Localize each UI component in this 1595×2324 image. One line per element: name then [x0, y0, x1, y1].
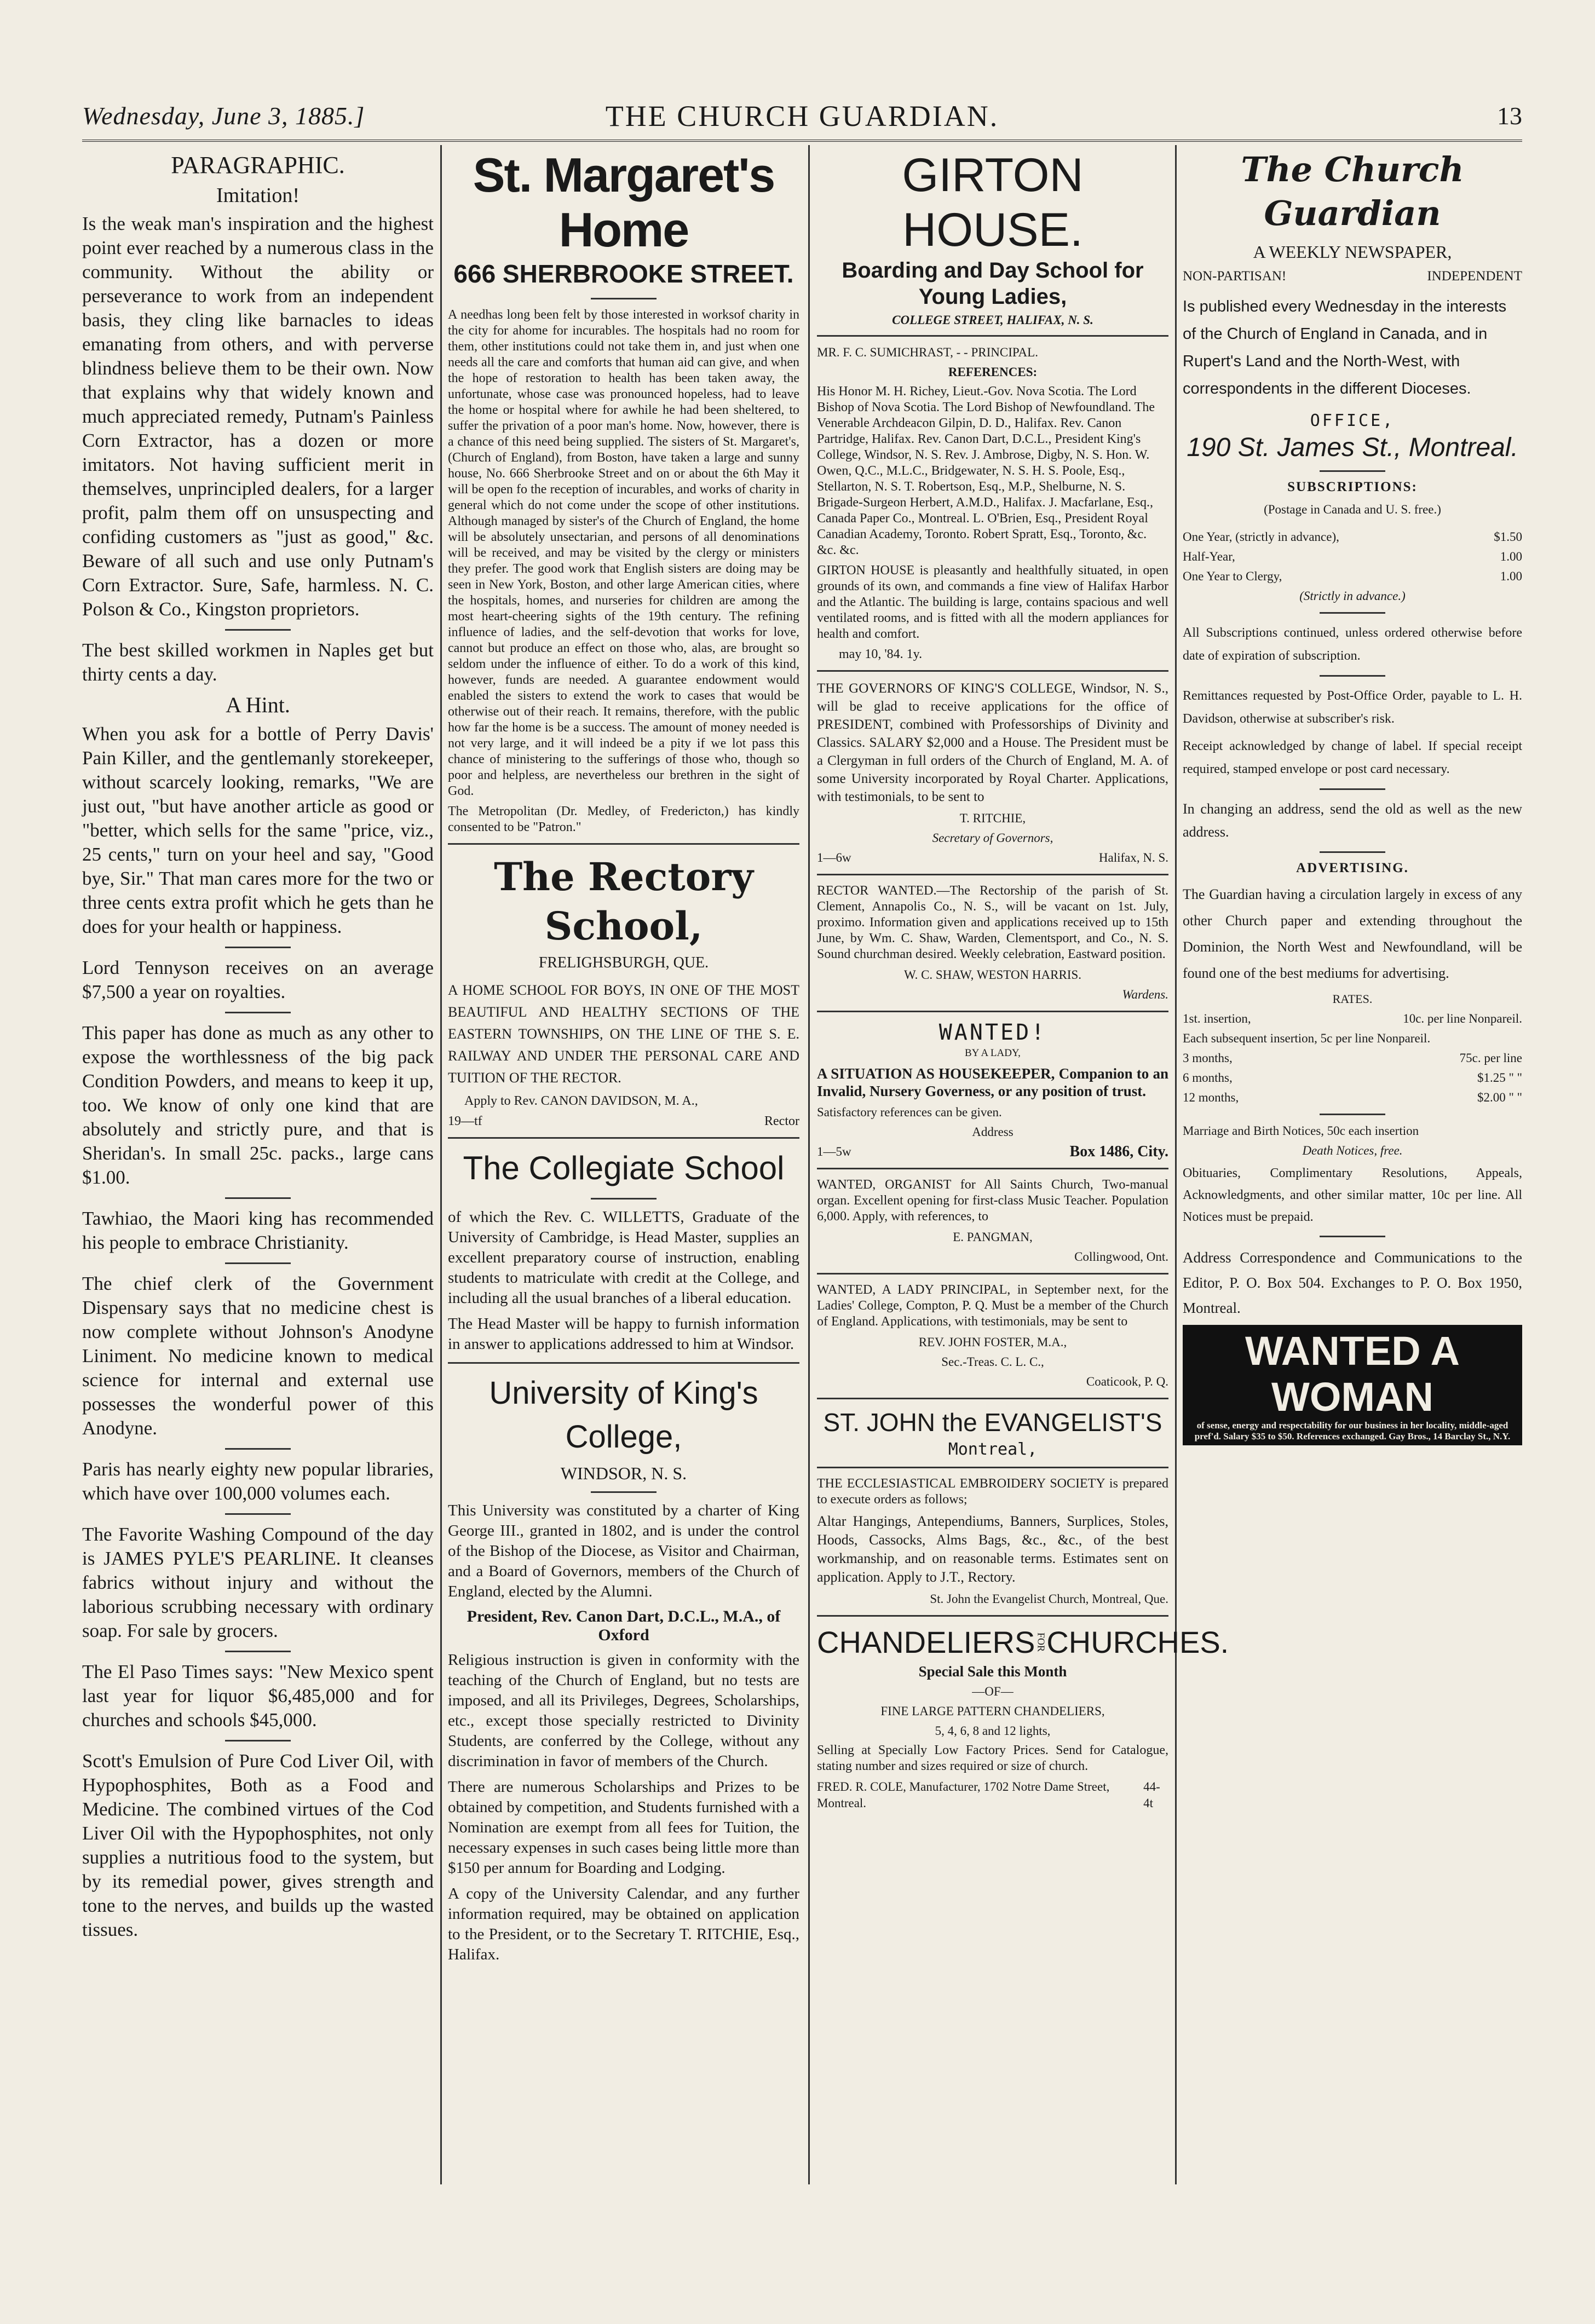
- subscriptions-label: SUBSCRIPTIONS:: [1287, 480, 1418, 494]
- ad-subtitle: WINDSOR, N. S.: [560, 1463, 687, 1483]
- article-text: When you ask for a bottle of Perry Davis' Pain Killer, and the gentlemanly storekeeper, without scarcely looking, remarks, "We are just out, "but have another article as good or "better, which sells for the same "price, viz., 25 cents," turn on your heel and say, "Good bye, Sir." That man cares more for the two or three cents extra profit which he gets than he does for your health or happiness.: [82, 723, 434, 937]
- rate-row: [1183, 1050, 1522, 1066]
- article-text: The best skilled workmen in Naples get but thirty cents a day.: [82, 639, 434, 685]
- ad-footer: [817, 1144, 1168, 1160]
- divider: [225, 629, 291, 631]
- ad-title-mid: FOR: [1035, 1632, 1047, 1652]
- notice-text: Death Notices, free.: [1302, 1144, 1403, 1157]
- ad-text: 5, 4, 6, 8 and 12 lights,: [935, 1724, 1051, 1738]
- ad-text: Address: [972, 1125, 1014, 1139]
- masthead-subtitle: A WEEKLY NEWSPAPER,: [1253, 242, 1452, 262]
- office-address: 190 St. James St., Montreal.: [1187, 433, 1518, 462]
- divider: [591, 298, 657, 299]
- divider: [591, 1198, 657, 1200]
- ad-title: WANTED!: [938, 1020, 1047, 1045]
- divider: [591, 1491, 657, 1493]
- ad-place: Halifax, N. S.: [1098, 851, 1168, 864]
- divider: [817, 1168, 1168, 1169]
- rate-price: 75c. per line: [1459, 1051, 1522, 1065]
- divider: [1320, 1236, 1385, 1237]
- ad-text: RECTOR WANTED.—The Rectorship of the parish of St. Clement, Annapolis Co., N. S., will be vacant on 1st. July, proximo. Information given and applications received up to 15th June, by Wm. C. Shaw, Warden, Clementsport, and Co., N. S. Sound churchman desired. Weekly celebration, Eastward position.: [817, 884, 1168, 961]
- ad-text: E. PANGMAN,: [953, 1230, 1033, 1244]
- divider: [817, 335, 1168, 337]
- ad-text: Selling at Specially Low Factory Prices. Send for Catalogue, stating number and sizes required or size of church.: [817, 1743, 1168, 1773]
- column-rule: [1175, 145, 1177, 2184]
- rate-price: 1.00: [1500, 569, 1522, 583]
- article-text: Paris has nearly eighty new popular libraries, which have over 100,000 volumes each.: [82, 1458, 434, 1504]
- ad-code: 1—6w: [817, 851, 851, 864]
- ad-code: 19—tf: [448, 1114, 482, 1128]
- ad-title: University of King's College,: [489, 1375, 758, 1455]
- article-text: Is the weak man's inspiration and the highest point ever reached by a numerous class in the community. Without the ability or perseverance to work from an independent basis, they cling like barnacles to ideas emanating from others, and with perverse blindness believe them to be their own. Now that explains why that widely known and much appreciated remedy, Putnam's Painless Corn Extractor, has a dozen or more imitators. Not having sufficient merit in themselves, unprincipled dealers, for a larger profit, palm them off on unsuspecting and confiding customers as "just as good," &c. Beware of all such and use only Putnam's Corn Extractor. Sure, Safe, harmless. N. C. Polson & Co., Kingston proprietors.: [82, 213, 434, 620]
- column-rule: [440, 145, 442, 2184]
- ad-box: Box 1486, City.: [1069, 1143, 1168, 1160]
- ad-text: Coaticook, P. Q.: [1086, 1375, 1168, 1388]
- wanted-woman-title: WANTED A WOMAN: [1245, 1328, 1460, 1420]
- divider: [225, 947, 291, 948]
- ad-text: WANTED, ORGANIST for All Saints Church, Two-manual organ. Excellent opening for first-class Music Teacher. Population 6,000. Apply, with references, to: [817, 1178, 1168, 1224]
- divider: [817, 1273, 1168, 1275]
- section-heading: PARAGRAPHIC.: [171, 152, 345, 178]
- ad-footer: [448, 1114, 799, 1129]
- ad-subtitle: Special Sale this Month: [918, 1663, 1067, 1680]
- divider: [225, 1448, 291, 1450]
- ad-text: St. John the Evangelist Church, Montreal, Que.: [930, 1592, 1168, 1606]
- ad-text: The Head Master will be happy to furnish information in answer to applications addressed to him at Windsor.: [448, 1315, 799, 1353]
- ad-title: The Rectory School,: [494, 854, 753, 949]
- wanted-woman-text: of sense, energy and respectability for our business in her locality, middle-aged pref'd. Salary $35 to $50. References exchanged. Gay Bros., 14 Barclay St., N.Y.: [1194, 1420, 1511, 1441]
- ad-text: MR. F. C. SUMICHRAST, - - PRINCIPAL.: [817, 345, 1038, 359]
- ad-title: ST. JOHN the EVANGELIST'S: [823, 1408, 1162, 1437]
- notice-text: The Guardian having a circulation largely in excess of any other Church paper and extending throughout the Dominion, the North West and Newfoundland, will be found one of the best mediums for advertising.: [1183, 886, 1522, 981]
- article-title: Imitation!: [216, 184, 300, 207]
- ad-footer: [817, 1779, 1168, 1812]
- rate-row: [1183, 1089, 1522, 1106]
- ad-title-left: CHANDELIERS: [817, 1625, 1035, 1659]
- divider: [1320, 612, 1385, 614]
- rate-label: Half-Year,: [1183, 550, 1235, 563]
- ad-maker: FRED. R. COLE, Manufacturer, 1702 Notre Dame Street, Montreal.: [817, 1780, 1110, 1810]
- header-date: Wednesday, June 3, 1885.]: [82, 102, 365, 130]
- rate-label: 1st. insertion,: [1183, 1012, 1251, 1025]
- notice-text: Remittances requested by Post-Office Order, payable to L. H. Davidson, otherwise at subscriber's risk.: [1183, 689, 1522, 726]
- column-masthead: [1183, 148, 1522, 2182]
- column-schools: [448, 148, 799, 2182]
- divider: [1320, 788, 1385, 790]
- ad-text: WANTED, A LADY PRINCIPAL, in September next, for the Ladies' College, Compton, P. Q. Must be a member of the Church of England. Applications, with testimonials, may be sent to: [817, 1283, 1168, 1329]
- header-page-number: 13: [1497, 102, 1522, 130]
- ad-text: A SITUATION AS HOUSEKEEPER, Companion to an Invalid, Nursery Governess, or any position of trust.: [817, 1065, 1168, 1099]
- article-text: Scott's Emulsion of Pure Cod Liver Oil, with Hypophosphites, Both as a Food and Medicine. The combined virtues of the Cod Liver Oil with the Hypophosphites, not only supplies a nutritious food to the system, but by its remedial power, gives strength and tone to the nerves, and builds up the wasted tissues.: [82, 1750, 434, 1940]
- ad-code: 1—5w: [817, 1145, 851, 1158]
- ad-subtitle: Boarding and Day School for Young Ladies,: [842, 258, 1144, 309]
- ad-text: His Honor M. H. Richey, Lieut.-Gov. Nova Scotia. The Lord Bishop of Nova Scotia. The Lord Bishop of Newfoundland. The Venerable Archdeacon Gilpin, D. D., Halifax. Rev. Canon Partridge, Halifax. Rev. Canon Dart, D.C.L., President King's College, Windsor, N. S. Rev. J. Ambrose, Digby, N. S. Hon. W. Owen, Q.C., M.L.C., Bridgewater, N. S. H. S. Poole, Esq., Stellarton, N. S. T. Robertson, Esq., M.P., Shelburne, N. S. Brigade-Surgeon Herbert, A.M.D., Halifax. J. Macfarlane, Esq., Canada Paper Co., Montreal. L. O'Brien, Esq., President Royal Canadian Academy, Toronto. Robert Spratt, Esq., Toronto, &c. &c. &c.: [817, 384, 1155, 557]
- ad-text: THE GOVERNORS OF KING'S COLLEGE, Windsor, N. S., will be glad to receive applications for the office of PRESIDENT, combined with Professorships of Divinity and Classics. SALARY $2,000 and a House. The President must be a Clergyman in full orders of the Church of England, M. A. of some University incorporated by Royal Charter. Applications, with testimonials, to be sent to: [817, 681, 1168, 804]
- ad-text: A HOME SCHOOL FOR BOYS, IN ONE OF THE MOST BEAUTIFUL AND HEALTHY SECTIONS OF THE EASTERN TOWNSHIPS, ON THE LINE OF THE S. E. RAILWAY AND UNDER THE PERSONAL CARE AND TUITION OF THE RECTOR.: [448, 982, 799, 1086]
- ad-text: W. C. SHAW, WESTON HARRIS.: [903, 968, 1082, 982]
- divider: [1320, 470, 1385, 472]
- column-paragraphic: [82, 148, 434, 2182]
- ad-address: COLLEGE STREET, HALIFAX, N. S.: [892, 313, 1093, 327]
- notice-text: Receipt acknowledged by change of label. If special receipt required, stamped envelope or post card necessary.: [1183, 739, 1522, 776]
- divider: [448, 1137, 799, 1139]
- ad-text: T. RITCHIE,: [959, 811, 1026, 825]
- ad-code: 44-4t: [1143, 1780, 1160, 1810]
- rate-label: One Year to Clergy,: [1183, 569, 1282, 583]
- ad-title-right: CHURCHES.: [1046, 1625, 1229, 1659]
- ad-text: A needhas long been felt by those interested in worksof charity in the city for ahome for incurables. The hospitals had no room for them, other institutions could not take them in, and just when one needs all the care and comforts that human aid can give, and when the hope of restoration to health has been taken away, the unfortunate, whose case was pronounced hopeless, had to leave the home or hospital where for awhile he had been sheltered, to suffer the privation of a poor man's home. Now, however, there is a chance of this need being supplied. The sisters of St. Margaret's, (Church of England), from Boston, have taken a large and sunny house, No. 666 Sherbrooke Street and on or about the 6th May it will be open fo the reception of incurables, and works of charity in general which do not come under the scope of other institutions. Although managed by sister's of the Church of England, the home will be absolutely unsectarian, and persons of all denominations will be received, and may be visited by the clergy or ministers they prefer. The good work that English sisters are doing may be seen in New York, Boston, and other large American cities, where the hospitals, homes, and nurseries for children are among the most heart-cheering sights of the 19th century. The refining influence of ladies, and the self-devotion that works for love, cannot but produce an effect on those who, alas, are brought so seldom under the influence of either. To do a work of this kind, however, funds are needed. A guarantee endowment would enabled the sisters to extend the work to cases that would be otherwise out of their reach. It remains, therefore, with the public how far the home is be a success. The amount of money needed is not very large, and it will indeed be a pity if we lot pass this chance of ministering to the sufferings of those who, though so poor and helpless, are nevertheless our brethren in the sight of God.: [448, 308, 799, 798]
- divider: [817, 670, 1168, 672]
- notice-text: Marriage and Birth Notices, 50c each insertion: [1183, 1124, 1419, 1138]
- ad-text: Altar Hangings, Antependiums, Banners, Surplices, Stoles, Hoods, Cassocks, Alms Bags, &c., &c., of the best workmanship, and on reasonable terms. Estimates sent on application. Apply to J.T., Rectory.: [817, 1513, 1168, 1585]
- ad-subtitle: FRELIGHSBURGH, QUE.: [538, 954, 709, 971]
- divider: [817, 874, 1168, 875]
- rate-label: 3 months,: [1183, 1051, 1233, 1065]
- masthead-tags: [1183, 269, 1522, 284]
- ad-text: of which the Rev. C. WILLETTS, Graduate of the University of Cambridge, is Head Master, supplies an excellent preparatory course of instruction, enabling students to matriculate with credit at the College, and including all the usual branches of a liberal education.: [448, 1208, 799, 1307]
- ad-text: Secretary of Governors,: [932, 831, 1053, 845]
- rates-label: RATES.: [1332, 992, 1373, 1006]
- masthead-intro: Is published every Wednesday in the interests of the Church of England in Canada, and in Rupert's Land and the North-West, with correspondents in the different Dioceses.: [1183, 298, 1507, 397]
- article-text: This paper has done as much as any other to expose the worthlessness of the big pack Condition Powders, and means to keep it up, too. We know of only one kind that are absolutely and strictly pure, and that is Sheridan's. In small 25c. packs., large cans $1.00.: [82, 1022, 434, 1188]
- wanted-woman-ad: [1183, 1325, 1522, 1445]
- ad-title: GIRTON HOUSE.: [902, 149, 1084, 256]
- divider: [817, 1011, 1168, 1012]
- rate-price: 10c. per line Nonpareil.: [1403, 1012, 1522, 1025]
- divider: [817, 1398, 1168, 1399]
- divider: [225, 1513, 291, 1515]
- header-title: THE CHURCH GUARDIAN.: [605, 100, 999, 132]
- article-text: The El Paso Times says: "New Mexico spent last year for liquor $6,485,000 and for churches and schools $45,000.: [82, 1661, 434, 1731]
- divider: [225, 1740, 291, 1741]
- divider: [225, 1262, 291, 1264]
- masthead-title: The Church Guardian: [1241, 149, 1464, 233]
- rate-label: 12 months,: [1183, 1091, 1239, 1104]
- subscription-rates: [1183, 529, 1522, 585]
- ad-subtitle: President, Rev. Canon Dart, D.C.L., M.A., of Oxford: [467, 1607, 781, 1644]
- ad-text: Wardens.: [1122, 988, 1168, 1001]
- page-header: [82, 96, 1522, 142]
- ad-subtitle: Montreal,: [948, 1440, 1038, 1459]
- ad-signature: Rector: [764, 1114, 799, 1128]
- divider: [448, 1362, 799, 1364]
- rate-price: 1.00: [1500, 550, 1522, 563]
- rate-row: [1183, 549, 1522, 565]
- article-text: The Favorite Washing Compound of the day is JAMES PYLE'S PEARLINE. It cleanses fabrics without injury and without the laborious scrubbing necessary with ordinary soap. For sale by grocers.: [82, 1524, 434, 1641]
- ad-footer: [817, 850, 1168, 866]
- rate-price: $1.25 " ": [1477, 1071, 1522, 1085]
- divider: [1320, 675, 1385, 677]
- ad-title: The Collegiate School: [463, 1150, 785, 1186]
- ad-text: —OF—: [972, 1685, 1014, 1698]
- ad-text: Satisfactory references can be given.: [817, 1105, 1002, 1119]
- ad-text: Apply to Rev. CANON DAVIDSON, M. A.,: [464, 1094, 698, 1108]
- ad-text: FINE LARGE PATTERN CHANDELIERS,: [880, 1704, 1105, 1718]
- ad-subtitle: 666 SHERBROOKE STREET.: [453, 259, 794, 288]
- divider: [1320, 851, 1385, 853]
- article-title: A Hint.: [226, 693, 290, 717]
- ad-text: Sec.-Treas. C. L. C.,: [941, 1355, 1044, 1369]
- article-text: Lord Tennyson receives on an average $7,500 a year on royalties.: [82, 957, 434, 1002]
- divider: [817, 1615, 1168, 1617]
- divider: [1320, 1114, 1385, 1115]
- divider: [225, 1012, 291, 1013]
- rate-row: [1183, 1070, 1522, 1086]
- ad-text: GIRTON HOUSE is pleasantly and healthfully situated, in open grounds of its own, and commands a fine view of Halifax Harbor and the Atlantic. The building is large, contains spacious and well ventilated rooms, and is fitted with all the modern appliances for health and comfort.: [817, 563, 1168, 641]
- rate-row: Each subsequent insertion, 5c per line Nonpareil.: [1183, 1031, 1431, 1045]
- advertising-label: ADVERTISING.: [1296, 861, 1409, 875]
- notice-text: Address Correspondence and Communications to the Editor, P. O. Box 504. Exchanges to P. O. Box 1950, Montreal.: [1183, 1249, 1522, 1316]
- ad-text: THE ECCLESIASTICAL EMBROIDERY SOCIETY is prepared to execute orders as follows;: [817, 1477, 1168, 1507]
- notice-text: In changing an address, send the old as well as the new address.: [1183, 801, 1522, 840]
- article-text: Tawhiao, the Maori king has recommended his people to embrace Christianity.: [82, 1208, 434, 1253]
- masthead-tag: NON-PARTISAN!: [1183, 269, 1287, 284]
- article-text: The chief clerk of the Government Dispensary says that no medicine chest is now complete without Johnson's Anodyne Liniment. No medicine known to medical science for internal and external use possesses the wonderful power of this Anodyne.: [82, 1273, 434, 1439]
- ad-text: REV. JOHN FOSTER, M.A.,: [918, 1335, 1067, 1349]
- divider: [225, 1651, 291, 1652]
- divider: [817, 1467, 1168, 1468]
- ad-text: There are numerous Scholarships and Prizes to be obtained by competition, and Students furnished with a Nomination are exempt from all fees for Tuition, the necessary expenses in such cases being little more than $150 per annum for Boarding and Lodging.: [448, 1778, 799, 1877]
- rate-label: 6 months,: [1183, 1071, 1233, 1085]
- rate-label: One Year, (strictly in advance),: [1183, 530, 1339, 544]
- ad-title: St. Margaret's Home: [473, 148, 775, 257]
- divider: [225, 1197, 291, 1199]
- advertising-rates: [1183, 1050, 1522, 1106]
- ad-text: This University was constituted by a charter of King George III., granted in 1802, and is under the control of the Bishop of the Diocese, as Visitor and Chairman, and a Board of Governors, members of the Church of England, elected by the Alumni.: [448, 1502, 799, 1600]
- ad-text: The Metropolitan (Dr. Medley, of Fredericton,) has kindly consented to be "Patron.": [448, 804, 799, 834]
- notice-text: Obituaries, Complimentary Resolutions, Appeals, Acknowledgments, and other similar matter, 10c per line. All Notices must be prepaid.: [1183, 1166, 1522, 1224]
- rate-row: [1183, 529, 1522, 545]
- ad-text: Collingwood, Ont.: [1074, 1250, 1168, 1264]
- office-label: OFFICE,: [1310, 411, 1395, 430]
- ad-text: A copy of the University Calendar, and any further information required, may be obtained on application to the President, or to the Secretary T. RITCHIE, Esq., Halifax.: [448, 1885, 799, 1963]
- ad-title: [817, 1624, 1229, 1660]
- rate-row: [1183, 568, 1522, 585]
- postage-note: (Postage in Canada and U. S. free.): [1264, 503, 1441, 516]
- notice-text: All Subscriptions continued, unless ordered otherwise before date of expiration of subscription.: [1183, 626, 1522, 663]
- ad-date: may 10, '84. 1y.: [839, 647, 923, 661]
- divider: [448, 843, 799, 845]
- ad-text: BY A LADY,: [965, 1047, 1021, 1059]
- ad-text: Religious instruction is given in conformity with the teaching of the Church of England, but no tests are imposed, and all its Privileges, Degrees, Scholarships, etc., except those specially restricted to Divinity Students, are conferred by the College, without any discrimination in favor of members of the Church.: [448, 1651, 799, 1770]
- rate-row: [1183, 1011, 1522, 1027]
- column-rule: [808, 145, 810, 2184]
- masthead-tag: INDEPENDENT: [1427, 269, 1522, 284]
- rate-price: $1.50: [1494, 530, 1522, 544]
- strictly-note: (Strictly in advance.): [1299, 589, 1406, 603]
- rate-price: $2.00 " ": [1477, 1091, 1522, 1104]
- ad-text: REFERENCES:: [948, 365, 1038, 379]
